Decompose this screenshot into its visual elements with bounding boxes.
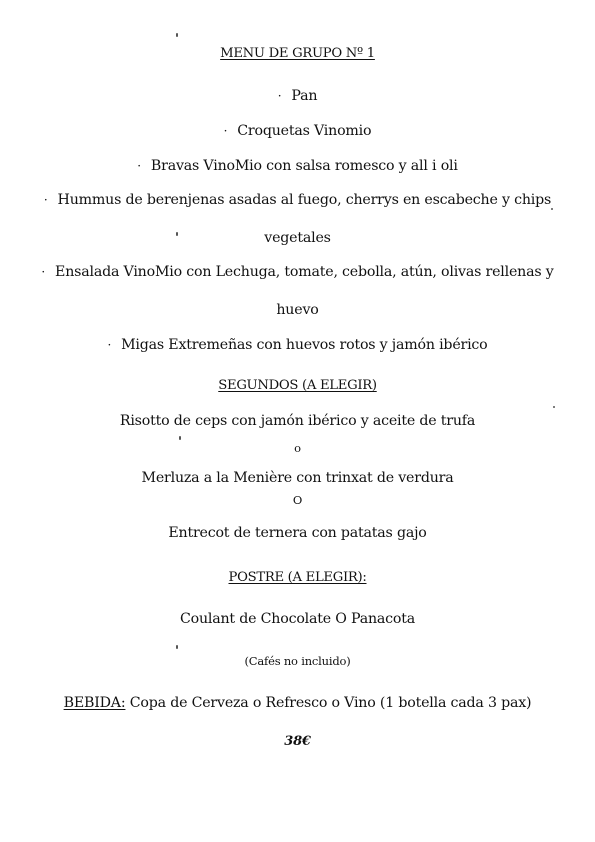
menu-item: · Migas Extremeñas con huevos rotos y jamón ibérico (107, 337, 488, 353)
menu-item-continuation: vegetales (264, 230, 331, 246)
bullet-icon: · (107, 338, 112, 352)
menu-item-continuation: huevo (276, 302, 319, 318)
scan-speck (176, 232, 178, 236)
scan-speck (553, 406, 555, 408)
menu-item: · Hummus de berenjenas asadas al fuego, cherrys en escabeche y chips (43, 192, 552, 208)
segundo-option: Merluza a la Menière con trinxat de verdura (141, 470, 454, 486)
segundos-heading: SEGUNDOS (A ELEGIR) (218, 378, 377, 393)
scan-speck (176, 645, 178, 649)
segundo-option: Risotto de ceps con jamón ibérico y aceite de trufa (119, 413, 476, 429)
bebida-label: BEBIDA: (63, 695, 126, 711)
price: 38€ (284, 734, 311, 749)
bullet-icon: · (137, 159, 141, 173)
cafes-note: (Cafés no incluido) (244, 654, 351, 668)
bullet-icon: · (277, 89, 282, 103)
menu-item: · Ensalada VinoMio con Lechuga, tomate, cebolla, atún, olivas rellenas y (41, 264, 554, 280)
postre-heading: POSTRE (A ELEGIR): (228, 570, 367, 585)
scan-speck (176, 33, 178, 37)
postre-option: Coulant de Chocolate O Panacota (179, 611, 416, 627)
option-separator: o (294, 441, 301, 455)
option-separator: O (292, 493, 303, 507)
segundo-option: Entrecot de ternera con patatas gajo (168, 525, 427, 541)
menu-item: · Pan (277, 88, 318, 104)
bullet-icon: · (223, 124, 228, 138)
menu-item: · Bravas VinoMio con salsa romesco y all i oli (137, 158, 458, 174)
bullet-icon: · (41, 265, 46, 279)
bebida-text: Copa de Cerveza o Refresco o Vino (1 botella cada 3 pax) (125, 695, 532, 711)
menu-title: MENU DE GRUPO Nº 1 (220, 46, 375, 61)
scan-speck (179, 436, 181, 440)
scan-speck (551, 208, 553, 210)
bebida-line (0, 695, 595, 711)
bullet-icon: · (43, 193, 48, 207)
menu-item: · Croquetas Vinomio (223, 123, 372, 139)
